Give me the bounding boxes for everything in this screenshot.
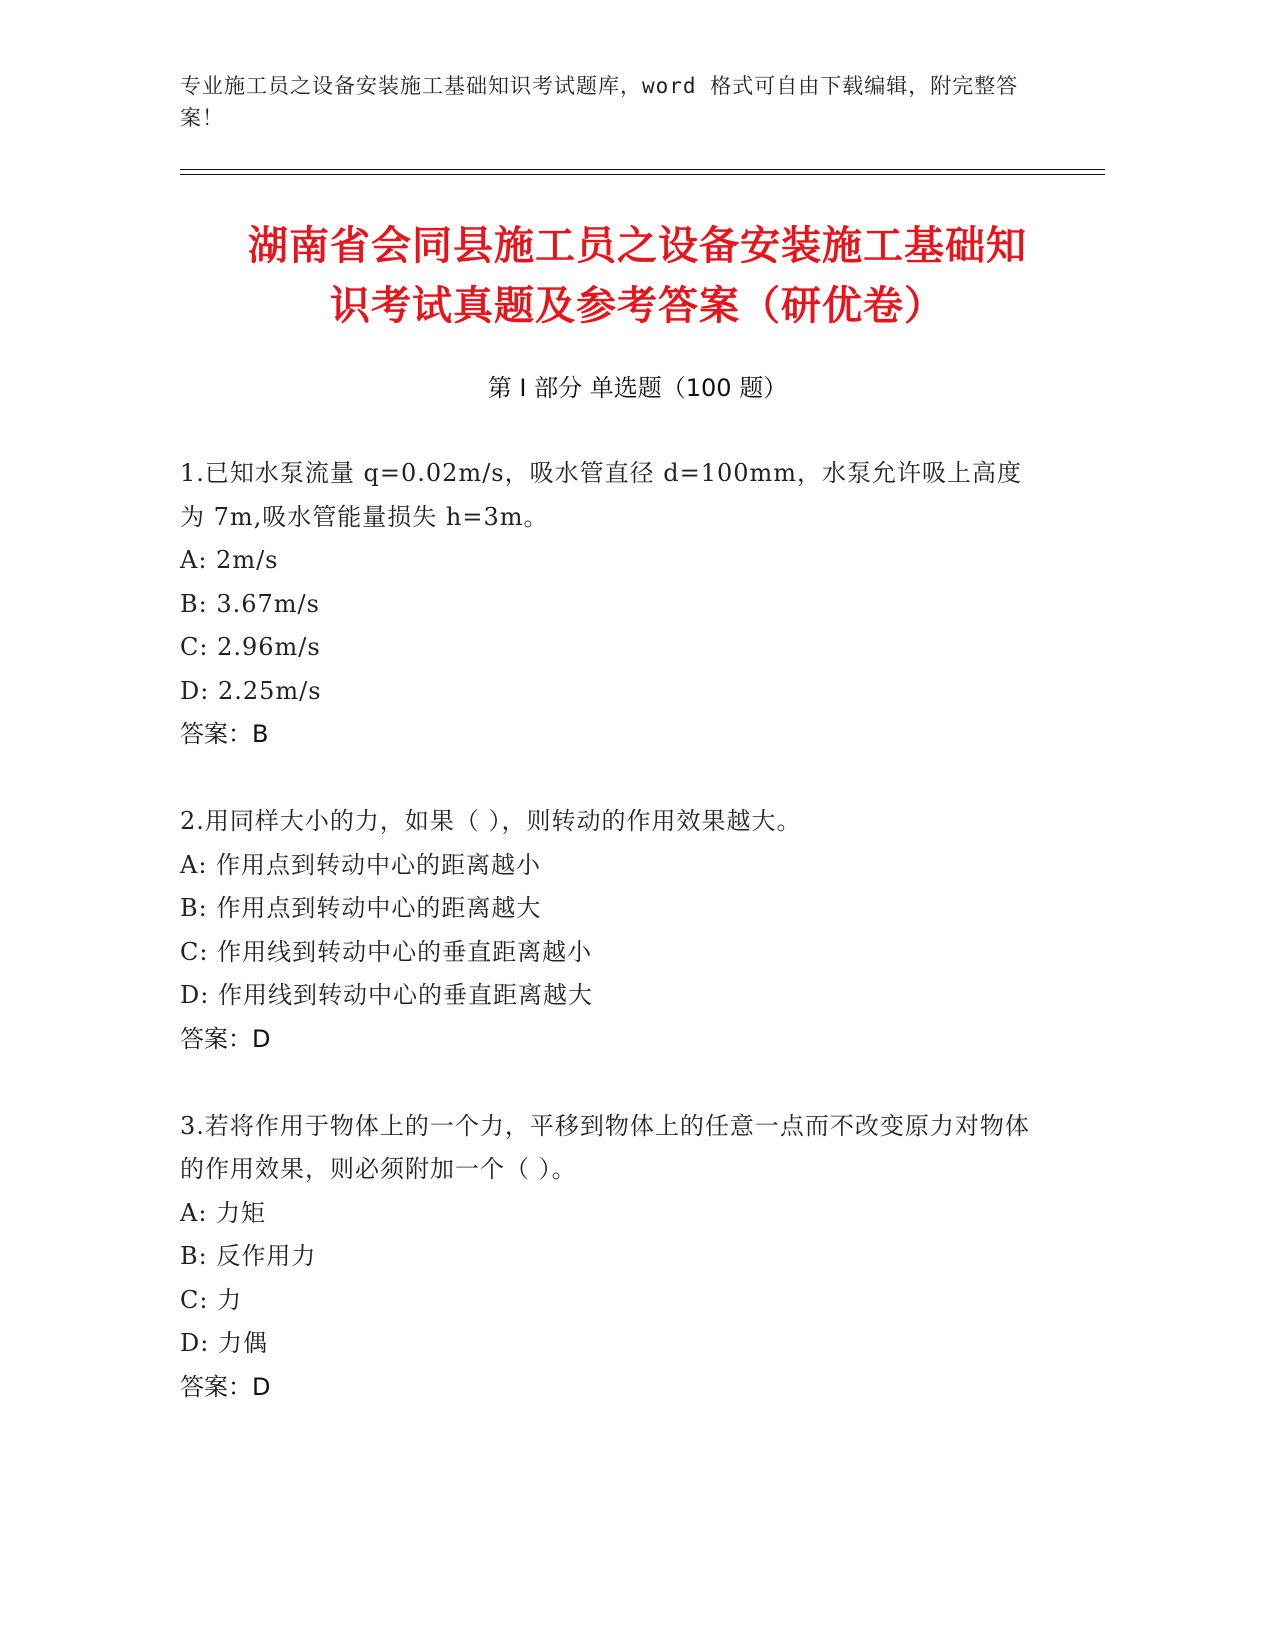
answer-line: 答案：D xyxy=(180,1024,271,1053)
question-stem: 3.若将作用于物体上的一个力，平移到物体上的任意一点而不改变原力对物体的作用效果，则必须附加一个（ ）。 xyxy=(180,1111,1030,1183)
document-title-line-2: 识考试真题及参考答案（研优卷） xyxy=(330,283,945,329)
question-stem: 2.用同样大小的力，如果（ ），则转动的作用效果越大。 xyxy=(180,807,802,835)
question-2 xyxy=(180,800,1040,1061)
document-title-line-1: 湖南省会同县施工员之设备安装施工基础知 xyxy=(248,223,1027,269)
question-stem: 1.已知水泵流量 q=0.02m/s，吸水管直径 d=100mm，水泵允许吸上高度为 7m,吸水管能量损失 h=3m。 xyxy=(180,459,1023,531)
answer-line: 答案：B xyxy=(180,720,269,748)
question-spacer xyxy=(180,1061,1040,1105)
option-a: A: 2m/s xyxy=(180,546,279,574)
question-1 xyxy=(180,452,1040,757)
question-list xyxy=(180,452,1040,1409)
option-d: D: 力偶 xyxy=(180,1329,268,1357)
header-divider-top xyxy=(180,169,1105,170)
option-b: B: 3.67m/s xyxy=(180,589,320,618)
option-d: D: 作用线到转动中心的垂直距离越大 xyxy=(180,981,593,1009)
section-heading: 第 I 部分 单选题（100 题） xyxy=(487,374,788,402)
option-a: A: 力矩 xyxy=(180,1198,267,1227)
option-c: C: 2.96m/s xyxy=(180,633,321,661)
option-c: C: 作用线到转动中心的垂直距离越小 xyxy=(180,937,593,966)
question-3 xyxy=(180,1105,1040,1410)
option-b: B: 作用点到转动中心的距离越大 xyxy=(180,894,542,922)
header-note: 专业施工员之设备安装施工基础知识考试题库，word 格式可自由下载编辑，附完整答案！ xyxy=(180,74,1019,130)
question-spacer xyxy=(180,757,1040,801)
option-a: A: 作用点到转动中心的距离越小 xyxy=(180,850,542,879)
document-title xyxy=(150,216,1125,336)
option-d: D: 2.25m/s xyxy=(180,676,322,705)
option-b: B: 反作用力 xyxy=(180,1242,317,1270)
header-divider-bottom xyxy=(180,174,1105,175)
answer-line: 答案：D xyxy=(180,1372,271,1401)
option-c: C: 力 xyxy=(180,1285,243,1314)
